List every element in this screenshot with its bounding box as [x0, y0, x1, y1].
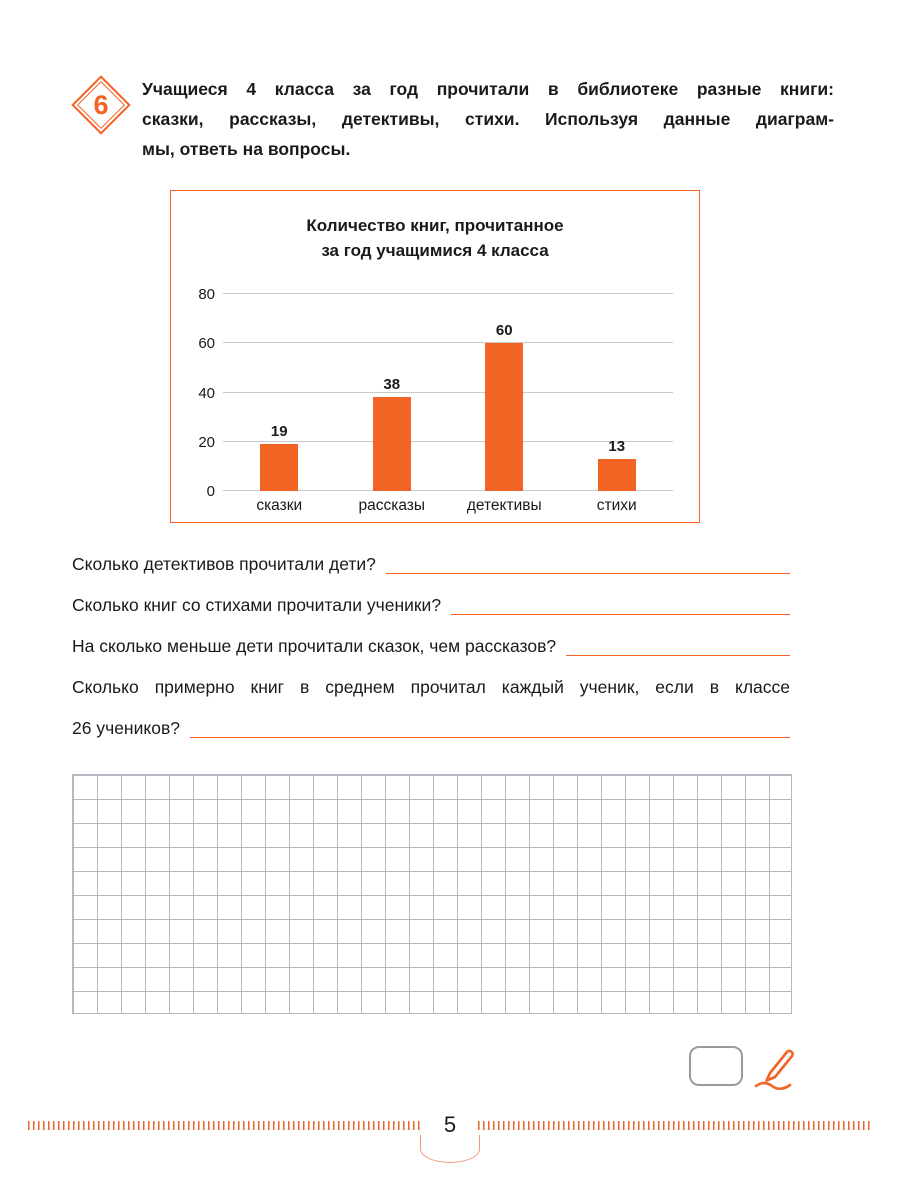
x-tick-label: детективы	[466, 497, 542, 514]
bar-value-label: 38	[383, 376, 401, 394]
answer-blank	[451, 614, 790, 615]
questions-section	[72, 552, 790, 757]
footer-arc-ornament	[420, 1135, 480, 1163]
question-row	[72, 552, 790, 576]
squared-working-area	[72, 774, 792, 1014]
chart-plot	[198, 286, 673, 514]
bar-value-label: 13	[608, 438, 626, 455]
bar-value-label: 19	[270, 423, 288, 441]
chart-bar	[598, 459, 636, 491]
task-text-line: сказки, рассказы, детективы, стихи. Используя данные диаграм-	[142, 109, 834, 129]
x-tick-label: рассказы	[358, 497, 426, 514]
question-text: Сколько примерно книг в среднем прочитал каждый ученик, если в классе	[72, 677, 790, 697]
task-header	[72, 74, 834, 164]
question-text: На сколько меньше дети прочитали сказок, чем рассказов?	[72, 636, 557, 656]
y-tick-label: 60	[198, 335, 215, 353]
question-row	[72, 716, 790, 740]
task-number: 6	[93, 89, 109, 120]
bar-value-label: 60	[495, 322, 513, 340]
chart-column	[448, 294, 561, 514]
task-text-line: Учащиеся 4 класса за год прочитали в библиотеке разные книги:	[142, 79, 834, 99]
chart-column	[561, 294, 674, 514]
question-text: 26 учеников?	[72, 718, 180, 738]
chart-title-line: за год учащимися 4 класса	[321, 241, 549, 260]
y-tick-label: 20	[198, 433, 215, 451]
chart-title-line: Количество книг, прочитанное	[306, 216, 564, 235]
answer-blank	[566, 655, 790, 656]
chart-bar	[373, 397, 411, 491]
chart-bar	[485, 343, 523, 491]
y-tick-label: 80	[198, 286, 215, 303]
x-tick-label: стихи	[596, 497, 637, 514]
writing-pencil-icon	[752, 1046, 802, 1090]
answer-blank	[386, 573, 790, 574]
chart-title	[171, 213, 699, 263]
bar-chart	[170, 190, 700, 523]
chart-column	[223, 294, 336, 514]
empty-answer-box	[689, 1046, 743, 1086]
task-text	[142, 74, 834, 164]
question-row	[72, 593, 790, 617]
task-text-line: мы, ответь на вопросы.	[142, 139, 351, 159]
question-row	[72, 634, 790, 658]
chart-column	[336, 294, 449, 514]
answer-blank	[190, 737, 790, 738]
task-number-badge	[72, 76, 130, 134]
chart-bar	[260, 444, 298, 491]
y-tick-label: 0	[206, 483, 215, 500]
y-tick-label: 40	[198, 384, 215, 402]
question-text: Сколько детективов прочитали дети?	[72, 554, 376, 574]
question-text: Сколько книг со стихами прочитали ученики?	[72, 595, 442, 615]
x-tick-label: сказки	[256, 497, 303, 514]
page-number: 5	[443, 1112, 457, 1137]
